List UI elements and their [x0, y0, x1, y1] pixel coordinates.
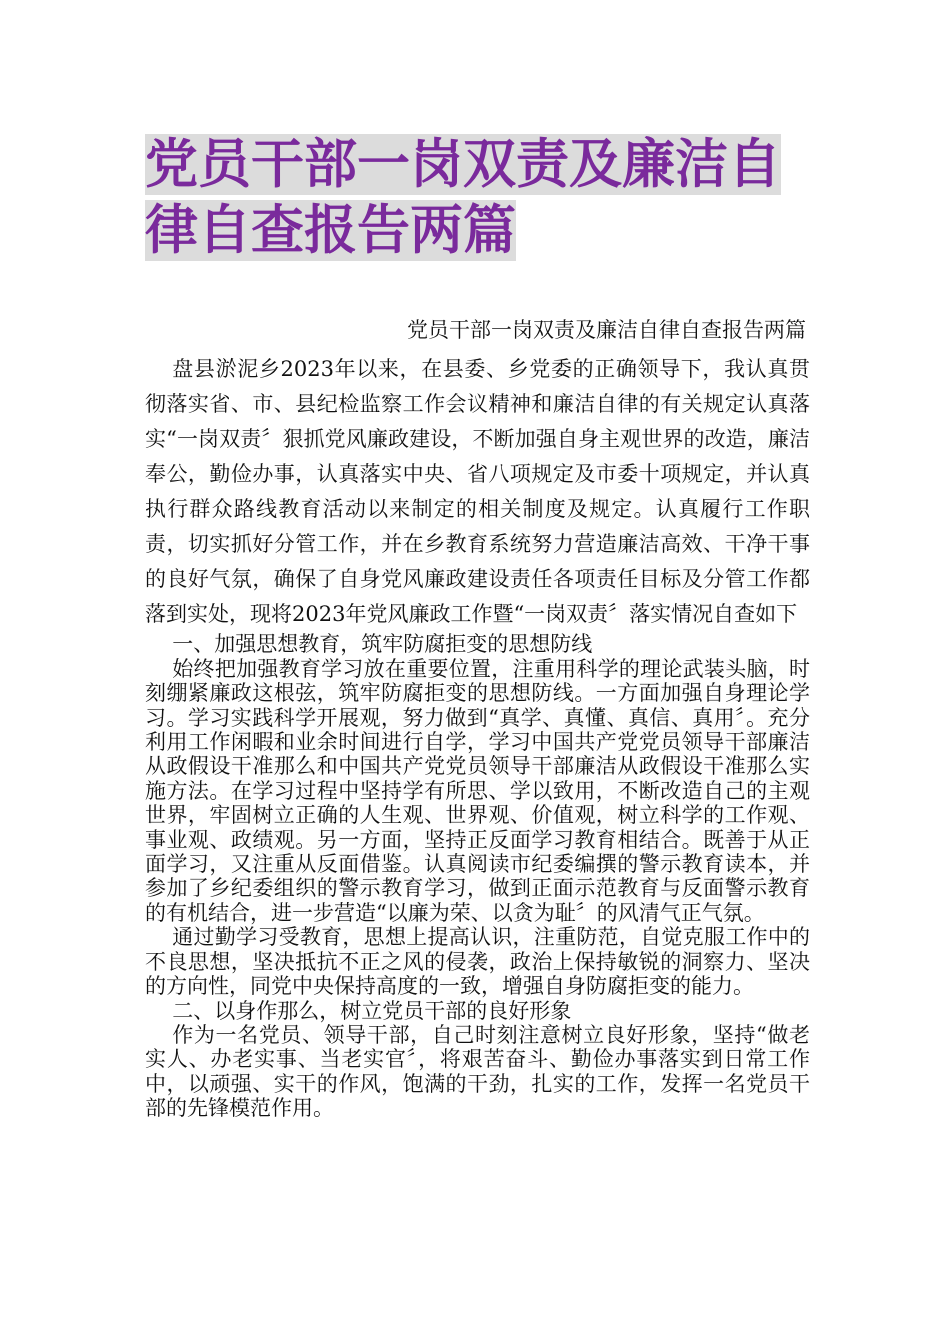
paragraph-example: 作为一名党员、领导干部，自己时刻注意树立良好形象，坚持“做老实人、办老实事、当老实官〞，将艰苦奋斗、勤俭办事落实到日常工作中，以顽强、实干的作风，饱满的干劲，扎实的工作，发挥一名党员干部的先锋模范作用。	[145, 1022, 810, 1121]
paragraph-study: 始终把加强教育学习放在重要位置，注重用科学的理论武装头脑，时刻绷紧廉政这根弦，筑牢防腐拒变的思想防线。一方面加强自身理论学习。学习实践科学开展观，努力做到“真学、真懂、真信、真用〞。充分利用工作闲暇和业余时间进行自学，学习中国共产党党员领导干部廉洁从政假设干准那么和中国共产党党员领导干部廉洁从政假设干准那么实施方法。在学习过程中坚持学有所思、学以致用，不断改造自己的主观世界，牢固树立正确的人生观、世界观、价值观，树立科学的工作观、事业观、政绩观。另一方面，坚持正反面学习教育相结合。既善于从正面学习，又注重从反面借鉴。认真阅读市纪委编撰的警示教育读本，并参加了乡纪委组织的警示教育学习，做到正面示范教育与反面警示教育的有机结合，进一步营造“以廉为荣、以贪为耻〞的风清气正气氛。	[145, 656, 810, 925]
section-heading-1: 一、加强思想教育，筑牢防腐拒变的思想防线	[172, 632, 593, 657]
paragraph-intro: 盘县淤泥乡2023年以来，在县委、乡党委的正确领导下，我认真贯彻落实省、市、县纪检监察工作会议精神和廉洁自律的有关规定认真落实“一岗双责〞狠抓党风廉政建设，不断加强自身主观世界的改造，廉洁奉公，勤俭办事，认真落实中央、省八项规定及市委十项规定，并认真执行群众路线教育活动以来制定的相关制度及规定。认真履行工作职责，切实抓好分管工作，并在乡教育系统努力营造廉洁高效、干净干事的良好气氛，确保了自身党风廉政建设责任各项责任目标及分管工作都落到实处，现将2023年党风廉政工作暨“一岗双责〞落实情况自查如下	[145, 357, 810, 627]
paragraph-awareness: 通过勤学习受教育，思想上提高认识，注重防范，自觉克服工作中的不良思想，坚决抵抗不正之风的侵袭，政治上保持敏锐的洞察力、坚决的方向性，同党中央保持高度的一致，增强自身防腐拒变的能力。	[145, 925, 810, 999]
title-text: 党员干部一岗双责及廉洁自律自查报告两篇	[145, 134, 781, 261]
document-subtitle: 党员干部一岗双责及廉洁自律自查报告两篇	[407, 318, 806, 342]
document-title	[145, 132, 815, 264]
document-body	[145, 318, 810, 1121]
section-heading-2: 二、以身作那么，树立党员干部的良好形象	[172, 998, 572, 1023]
